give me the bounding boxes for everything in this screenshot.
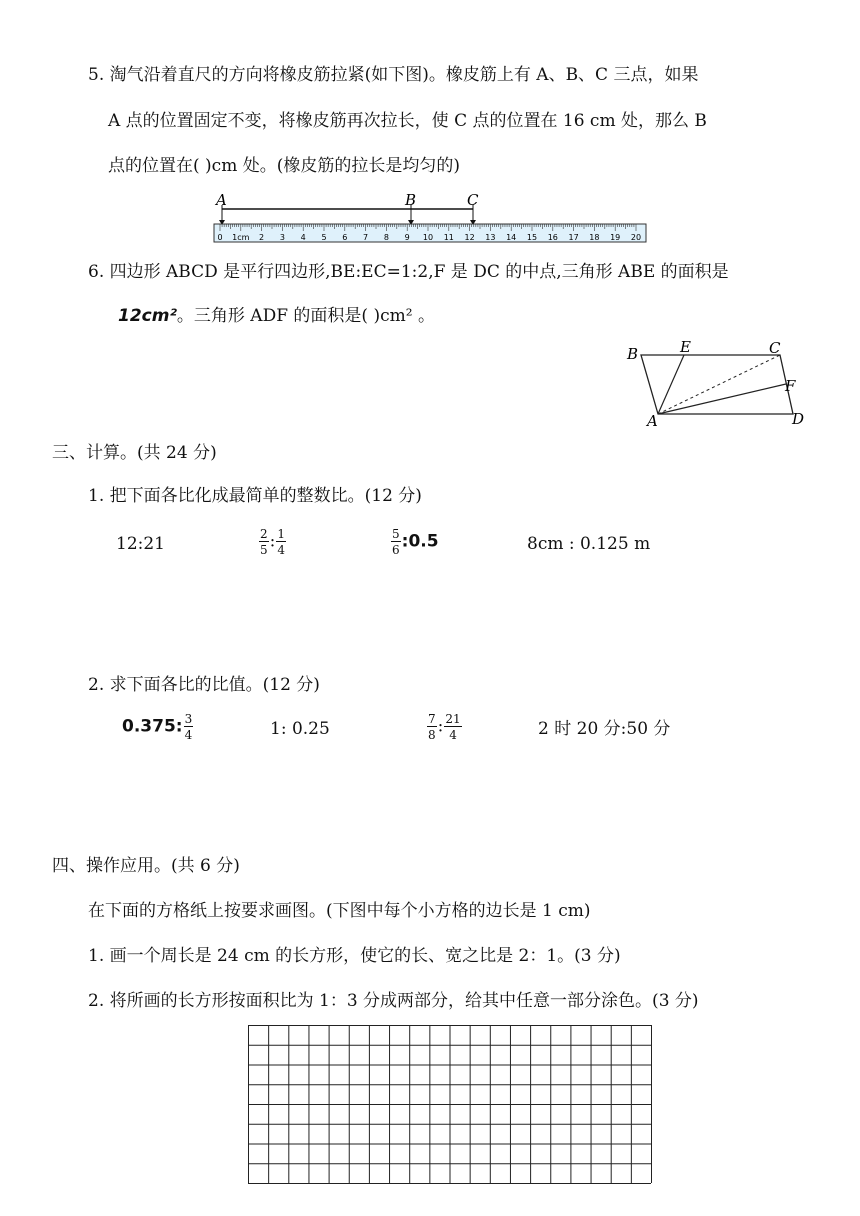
ruler-tick-label: 2	[259, 233, 265, 242]
ruler-tick-label: 7	[363, 233, 369, 242]
ruler-tick-label: 13	[485, 233, 496, 242]
s3-q2-item1: 0.375: $\frac{3}{4}$	[122, 712, 193, 742]
ruler-tick-label: 10	[422, 233, 434, 242]
point-a-label: A	[216, 191, 227, 209]
ruler-tick-label: 0	[217, 233, 223, 242]
area-value: 12cm²	[118, 306, 177, 326]
square-grid[interactable]	[248, 1025, 652, 1185]
s3-q2-item4: 2 时 20 分:50 分	[538, 719, 671, 739]
point-c-label: C	[467, 191, 479, 209]
ruler-tick-label: 17	[568, 233, 579, 242]
ruler-tick-label: 5	[321, 233, 327, 242]
parallelogram-figure	[0, 0, 860, 440]
point-b6-label: B	[627, 345, 639, 363]
ruler-tick-label: 6	[342, 233, 348, 242]
ruler-tick-label: 12	[464, 233, 475, 242]
s3-q2-item2: 1: 0.25	[270, 719, 330, 739]
point-a6-label: A	[647, 412, 658, 430]
ruler-tick-label: 1cm	[232, 233, 250, 242]
ruler-tick-label: 15	[526, 233, 538, 242]
s3-q2-item3: $\frac{7}{8}$ : $\frac{21}{4}$	[428, 712, 461, 742]
ruler-tick-label: 18	[589, 233, 600, 242]
q6-line1: 6. 四边形 ABCD 是平行四边形,BE:EC=1:2,F 是 DC 的中点,三角形 ABE 的面积是	[88, 262, 729, 282]
s3-q1-item4: 8cm : 0.125 m	[527, 534, 651, 554]
point-b-label: B	[405, 191, 417, 209]
s3-q2-title: 2. 求下面各比的比值。(12 分)	[88, 675, 320, 695]
point-d-label: D	[792, 410, 805, 428]
q5-line2: A 点的位置固定不变，将橡皮筋再次拉长，使 C 点的位置在 16 cm 处，那么 B	[108, 111, 707, 131]
section-4-title: 四、操作应用。(共 6 分)	[52, 856, 240, 876]
ruler-tick-label: 8	[383, 233, 389, 242]
ruler-tick-label: 16	[547, 233, 558, 242]
ruler-tick-label: 4	[300, 233, 306, 242]
q5-line1: 5. 淘气沿着直尺的方向将橡皮筋拉紧(如下图)。橡皮筋上有 A、B、C 三点，如果	[88, 65, 699, 85]
ruler-tick-label: 3	[279, 233, 285, 242]
point-e-label: E	[680, 338, 691, 356]
point-c6-label: C	[769, 339, 781, 357]
q6-line2-rest: 。三角形 ADF 的面积是( )cm² 。	[176, 306, 435, 326]
ruler-tick-label: 14	[506, 233, 517, 242]
s3-q1-item2: $\frac{2}{5}$ : $\frac{1}{4}$	[260, 527, 286, 557]
ruler-tick-label: 20	[630, 233, 642, 242]
q5-line3: 点的位置在( )cm 处。(橡皮筋的拉长是均匀的)	[108, 156, 460, 176]
ruler-tick-label: 9	[404, 233, 410, 242]
section-3-title: 三、计算。(共 24 分)	[52, 443, 217, 463]
s3-q1-item3: $\frac{5}{6}$ :0.5	[392, 527, 439, 557]
s3-q1-item1: 12:21	[116, 534, 165, 554]
point-f-label: F	[785, 377, 796, 395]
ruler-tick-label: 19	[610, 233, 621, 242]
s4-q2: 2. 将所画的长方形按面积比为 1：3 分成两部分，给其中任意一部分涂色。(3 分)	[88, 991, 699, 1011]
s4-intro: 在下面的方格纸上按要求画图。(下图中每个小方格的边长是 1 cm)	[88, 901, 591, 921]
s3-q1-title: 1. 把下面各比化成最简单的整数比。(12 分)	[88, 486, 422, 506]
s4-q1: 1. 画一个周长是 24 cm 的长方形，使它的长、宽之比是 2：1。(3 分)	[88, 946, 621, 966]
ruler-tick-label: 11	[443, 233, 454, 242]
